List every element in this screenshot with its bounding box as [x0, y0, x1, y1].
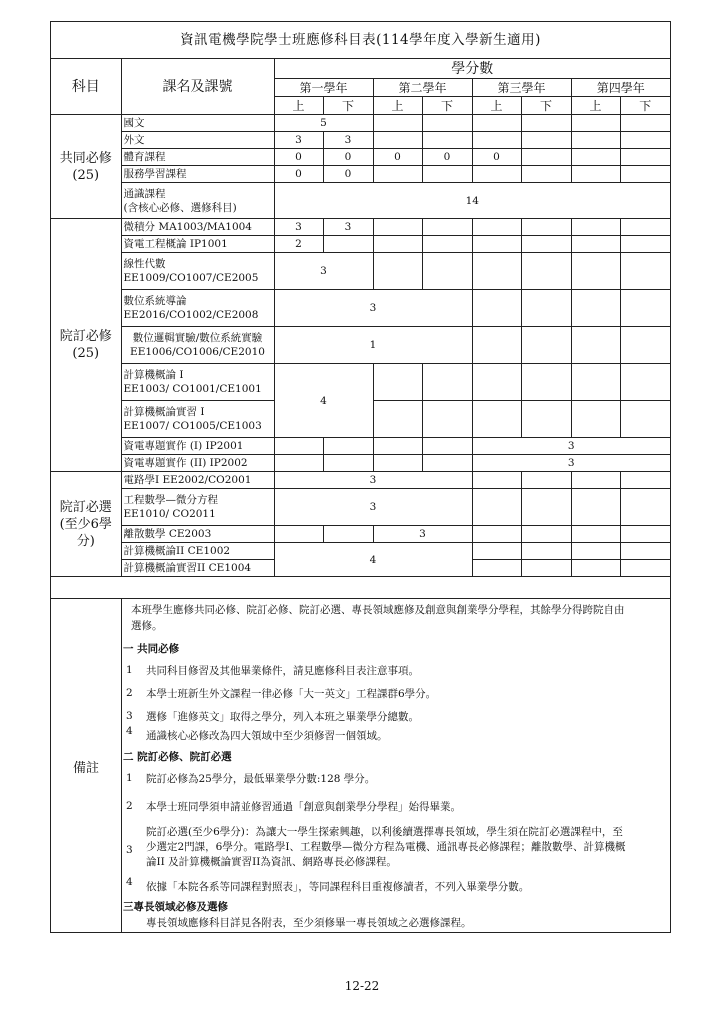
note-text-line: 少選定2門課，6學分。電路學I、工程數學—微分方程為電機、通訊專長必修課程；離散數學、計算機概 — [146, 841, 626, 853]
credit-value: 3 — [274, 253, 373, 290]
credit-value: 4 — [274, 364, 373, 438]
header-down: 下 — [521, 97, 571, 115]
header-course: 課名及課號 — [121, 58, 274, 115]
credit-value: 3 — [323, 132, 373, 149]
course-name-line: 計算機概論 I — [123, 369, 184, 381]
note-number: 4 — [126, 725, 133, 737]
notes-intro-line: 選修。 — [131, 620, 163, 632]
notes-intro-line: 本班學生應修共同必修、院訂必修、院訂必選、專長領域應修及創意與創業學分學程，其餘學分得跨院自由 — [131, 604, 625, 616]
note-text: 依據「本院各系等同課程對照表」，等同課程科目重複修讀者，不列入畢業學分數。 — [146, 881, 530, 893]
credit-value: 3 — [373, 526, 472, 543]
notes-section — [51, 598, 670, 933]
course-name-line: EE1006/CO1006/CE2010 — [130, 346, 265, 358]
credit-value: 3 — [274, 472, 472, 489]
course-name-line: (含核心必修、選修科目) — [123, 201, 237, 214]
note-number: 1 — [126, 664, 133, 676]
note-text-line: 論II 及計算機概論實習II為資訊、網路專長必修課程。 — [146, 856, 397, 868]
section-label-line: 院訂必修 — [59, 329, 112, 344]
course-name — [121, 401, 274, 438]
notes-intro — [131, 602, 664, 634]
header-up: 上 — [373, 97, 422, 115]
note-number: 1 — [126, 772, 133, 784]
section-label-line: 院訂必選 — [59, 499, 112, 515]
note-text: 本學士班新生外文課程一律必修「大一英文」工程課群6學分。 — [146, 688, 437, 700]
course-name: 資電專題實作 (II) IP2002 — [121, 455, 274, 472]
notes-heading-3: 三專長領域必修及選修 — [123, 901, 228, 913]
course-name-line: EE2016/CO1002/CE2008 — [123, 309, 259, 321]
section-label-line: 分) — [76, 533, 95, 549]
header-down: 下 — [620, 97, 670, 115]
course-name-line: 計算機概論實習 I — [123, 406, 205, 418]
section-common-label — [51, 115, 121, 219]
course-name: 電路學I EE2002/CO2001 — [121, 472, 274, 489]
credit-value: 14 — [274, 183, 670, 219]
course-name — [121, 253, 274, 290]
course-name-line: EE1010/ CO2011 — [123, 508, 216, 520]
header-up: 上 — [571, 97, 620, 115]
note-number: 2 — [126, 800, 133, 812]
page-number: 12-22 — [344, 979, 380, 993]
credit-value: 3 — [472, 438, 670, 455]
header-up: 上 — [472, 97, 521, 115]
section-label-line: 共同必修 — [59, 150, 112, 166]
document-title: 資訊電機學院學士班應修科目表(114學年度入學新生適用) — [51, 22, 670, 59]
note-number: 3 — [126, 710, 133, 722]
course-name: 計算機概論實習II CE1004 — [121, 560, 274, 577]
header-subject: 科目 — [51, 58, 121, 115]
credit-value: 0 — [373, 149, 422, 166]
section-elective-label — [51, 472, 121, 577]
note-number: 2 — [126, 687, 133, 699]
course-name: 外文 — [121, 132, 274, 149]
section-label-line: (至少6學 — [59, 516, 112, 532]
header-down: 下 — [323, 97, 373, 115]
course-name-line: EE1009/CO1007/CE2005 — [123, 272, 259, 284]
note-text: 院訂必修為25學分，最低畢業學分數:128 學分。 — [146, 773, 376, 785]
notes-heading-2: 二 院訂必修、院訂必選 — [123, 751, 232, 763]
course-name: 體育課程 — [121, 149, 274, 166]
document-frame — [50, 21, 671, 933]
course-name — [121, 183, 274, 219]
credit-value: 3 — [472, 455, 670, 472]
notes-body — [121, 599, 670, 933]
header-credits: 學分數 — [274, 58, 670, 79]
header-up: 上 — [274, 97, 323, 115]
course-name — [121, 327, 274, 364]
section-required-label — [51, 219, 121, 472]
credit-value: 2 — [274, 236, 323, 253]
note-text — [146, 825, 664, 870]
credit-value: 0 — [422, 149, 472, 166]
credit-value: 0 — [274, 149, 323, 166]
credit-value: 3 — [274, 219, 323, 236]
course-name: 計算機概論II CE1002 — [121, 543, 274, 560]
course-name: 資電專題實作 (I) IP2001 — [121, 438, 274, 455]
course-name-line: 線性代數 — [123, 258, 166, 270]
course-name: 離散數學 CE2003 — [121, 526, 274, 543]
course-name-line: EE1007/ CO1005/CE1003 — [123, 420, 262, 432]
header-year-1: 第一學年 — [274, 79, 373, 97]
section-label-line: (25) — [72, 346, 100, 361]
note-text-line: 院訂必選(至少6學分)：為讓大一學生探索興趣，以利後續選擇專長領域，學生須在院訂必選課程中，至 — [146, 826, 623, 838]
course-name-line: 數位系統導論 — [123, 295, 187, 307]
section-label-line: (25) — [72, 167, 100, 183]
course-name: 資電工程概論 IP1001 — [121, 236, 274, 253]
header-year-2: 第二學年 — [373, 79, 472, 97]
credit-value: 3 — [323, 219, 373, 236]
credit-value: 1 — [274, 327, 472, 364]
credit-value: 0 — [274, 166, 323, 183]
credit-value: 0 — [323, 166, 373, 183]
course-name: 國文 — [121, 115, 274, 132]
course-name — [121, 290, 274, 327]
note-number: 4 — [126, 876, 133, 888]
notes-heading-1: 一 共同必修 — [123, 643, 180, 655]
credit-value: 4 — [274, 543, 472, 577]
credit-value: 3 — [274, 489, 472, 526]
course-name — [121, 364, 274, 401]
course-name-line: 通識課程 — [123, 187, 166, 200]
header-year-3: 第三學年 — [472, 79, 571, 97]
header-year-4: 第四學年 — [571, 79, 670, 97]
credit-value: 0 — [323, 149, 373, 166]
notes-heading-3-text: 專長領域應修科目詳見各附表，至少須修畢一專長領域之必選修課程。 — [146, 917, 472, 929]
note-number: 3 — [126, 844, 133, 856]
note-text: 選修「進修英文」取得之學分，列入本班之畢業學分總數。 — [146, 711, 419, 723]
notes-label: 備註 — [51, 599, 122, 933]
note-text: 通識核心必修改為四大領域中至少須修習一個領域。 — [146, 730, 388, 742]
note-text: 本學士班同學須申請並修習通過「創意與創業學分學程」始得畢業。 — [146, 801, 461, 813]
course-name — [121, 489, 274, 526]
course-name: 服務學習課程 — [121, 166, 274, 183]
note-text: 共同科目修習及其他畢業條件，請見應修科目表注意事項。 — [146, 665, 419, 677]
course-name-line: EE1003/ CO1001/CE1001 — [123, 383, 262, 395]
credit-value: 0 — [472, 149, 521, 166]
course-name-line: 工程數學—微分方程 — [123, 494, 218, 506]
course-table — [51, 58, 670, 577]
credit-value: 5 — [274, 115, 373, 132]
course-name: 微積分 MA1003/MA1004 — [121, 219, 274, 236]
credit-value: 3 — [274, 290, 472, 327]
header-down: 下 — [422, 97, 472, 115]
credit-value: 3 — [274, 132, 323, 149]
course-name-line: 數位邏輯實驗/數位系統實驗 — [132, 332, 263, 344]
